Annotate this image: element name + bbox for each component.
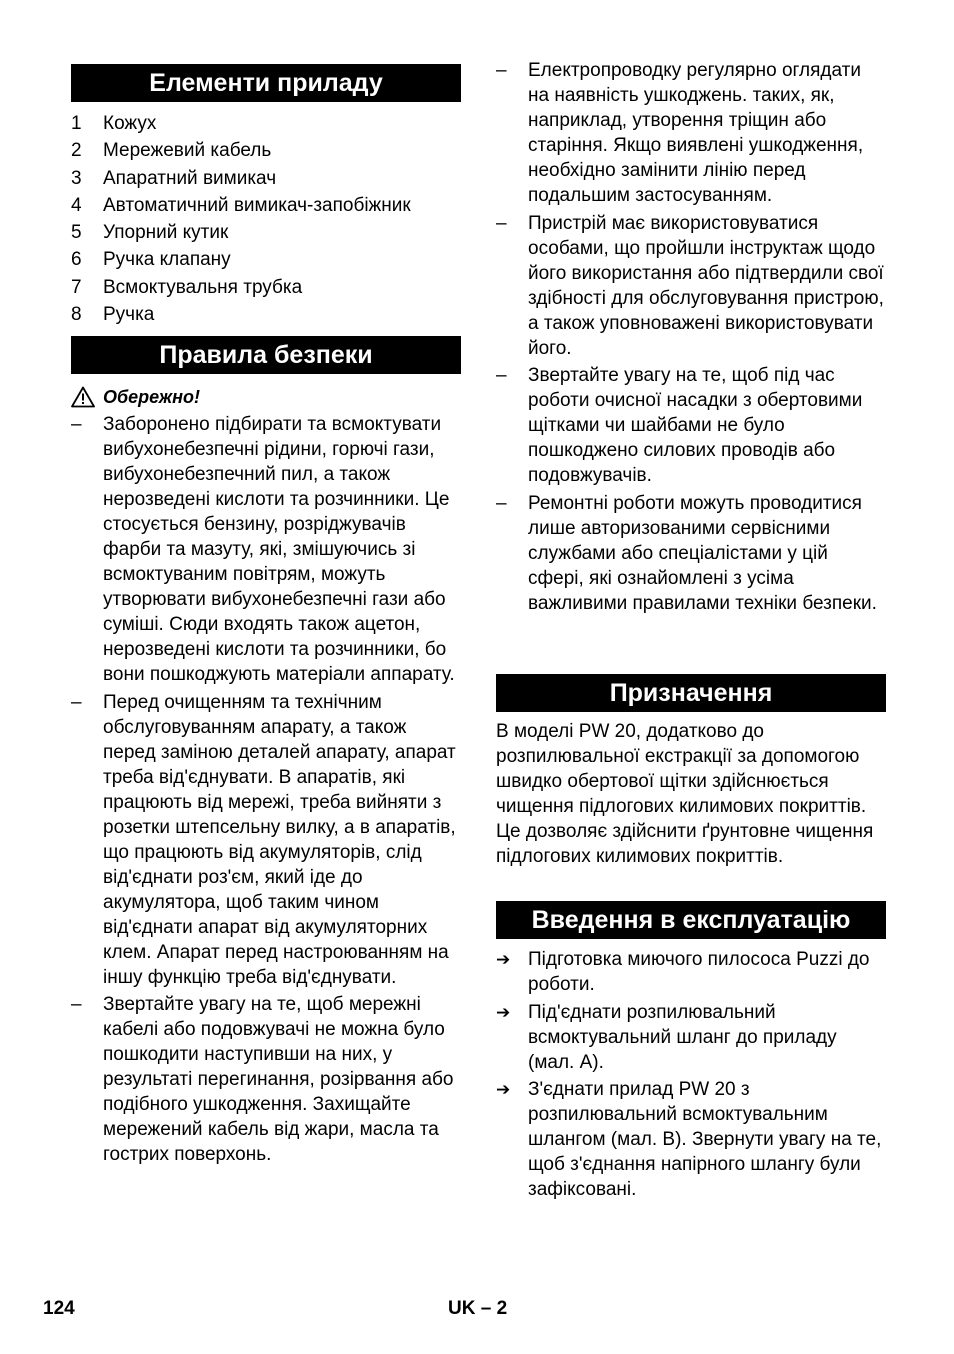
arrow-right-icon: ➔ [496, 950, 511, 969]
safety-rules-list-right [496, 58, 886, 616]
safety-left-block [71, 384, 461, 1170]
section-heading-safety: Правила безпеки [71, 336, 461, 374]
dash-marker: – [496, 60, 507, 81]
safety-rule-text: Звертайте увагу на те, щоб під час роботи очисної насадки з обертовими щітками чи шайбами не було пошкоджено силових проводів або подовжувачів. [528, 365, 863, 486]
list-item [71, 246, 461, 273]
dash-marker: – [496, 492, 507, 514]
item-label: Автоматичний вимикач-запобіжник [103, 194, 411, 216]
list-item [496, 1077, 886, 1202]
list-item [71, 301, 461, 328]
item-number: 8 [71, 304, 82, 326]
item-number: 4 [71, 194, 82, 216]
commissioning-block [496, 947, 886, 1205]
device-elements-list-block [71, 110, 461, 328]
step-text: З'єднати прилад PW 20 з розпилювальний всмоктувальним шлангом (мал. B). Звернути увагу на те, щоб з'єднання напірного шлангу були зафіксовані. [528, 1079, 882, 1200]
safety-rule-text: Ремонтні роботи можуть проводитися лише авторизованими сервісними службами або спеціалістами у цій сфері, які ознайомлені з усіма важливими правилами техніки безпеки. [528, 492, 877, 614]
list-item [71, 137, 461, 164]
step-text: Підготовка миючого пилососа Puzzi до роботи. [528, 949, 870, 995]
device-elements-list [71, 110, 461, 328]
section-heading-purpose: Призначення [496, 674, 886, 712]
dash-marker: – [496, 212, 507, 234]
dash-marker: – [71, 994, 82, 1015]
step-text: Під'єднати розпилювальний всмоктувальний шланг до приладу (мал. A). [528, 1001, 837, 1073]
dash-marker: – [71, 691, 82, 713]
section-code: UK – 2 [448, 1298, 508, 1319]
safety-rule-text: Електропроводку регулярно оглядати на наявність ушкоджень. таких, як, наприклад, утворення тріщин або старіння. Якщо виявлені ушкодження, необхідно замінити лінію перед подальшим застосуванням. [528, 60, 864, 206]
list-item [71, 690, 461, 990]
item-label: Ручка клапану [103, 249, 231, 271]
safety-rule-text: Пристрій має використовуватися особами, що пройшли інструктаж щодо його використання або підтвердили свої здібності для обслуговування пристрою, а також уповноважені використовувати його. [528, 212, 884, 359]
item-label: Всмоктувальня трубка [103, 276, 303, 298]
list-item [71, 992, 461, 1167]
list-item [71, 165, 461, 192]
item-label: Кожух [103, 113, 157, 134]
section-heading-device-elements: Елементи приладу [71, 64, 461, 102]
item-number: 1 [71, 113, 82, 134]
list-item [496, 1000, 886, 1075]
list-item [71, 412, 461, 687]
item-label: Упорний кутик [103, 222, 229, 244]
list-item [496, 947, 886, 997]
item-label: Мережевий кабель [103, 140, 272, 162]
item-label: Апаратний вимикач [103, 167, 277, 189]
item-number: 3 [71, 167, 82, 189]
safety-rule-text: Заборонено підбирати та всмоктувати вибухонебезпечні рідини, горючі гази, вибухонебезпечний пил, а також нерозведені кислоти та розчинники. Це стосується бензину, розріджувачів фарби та мазуту, які, змішуючись зі всмоктуваним повітрям, можуть утворювати вибухонебезпечні гази або суміші. Сюди входять також ацетон, нерозведені кислоти та розчинники, бо вони пошкоджують матеріали аппарату. [103, 414, 455, 685]
purpose-paragraph: В моделі PW 20, додатково до розпилювальної екстракції за допомогою швидко обертової щітки здійснюється чищення підлогових килимових покриттів. Це дозволяє здійснити ґрунтовне чищення підлогових килимових покриттів. [496, 721, 874, 867]
list-item [71, 219, 461, 246]
list-item [496, 58, 886, 208]
list-item [496, 491, 886, 616]
caution-line [71, 384, 461, 410]
section-heading-commissioning: Введення в експлуатацію [496, 901, 886, 939]
item-number: 7 [71, 276, 82, 298]
item-number: 6 [71, 249, 82, 271]
purpose-block [496, 719, 886, 869]
safety-rules-list-left [71, 412, 461, 1167]
list-item [71, 110, 461, 137]
page-number: 124 [43, 1298, 75, 1319]
dash-marker: – [496, 365, 507, 386]
item-number: 5 [71, 222, 82, 244]
arrow-right-icon: ➔ [496, 1002, 511, 1022]
safety-rule-text: Звертайте увагу на те, щоб мережні кабелі або подовжувачі не можна було пошкодити наступивши на них, у результаті перегинання, розірвання або подібного ушкодження. Захищайте мережений кабель від жари, масла та гострих поверхонь. [103, 994, 454, 1165]
item-number: 2 [71, 140, 82, 162]
dash-marker: – [71, 414, 82, 435]
item-label: Ручка [103, 304, 155, 326]
caution-label: Обережно! [103, 387, 201, 407]
safety-right-block [496, 58, 886, 618]
list-item [71, 274, 461, 301]
safety-rule-text: Перед очищенням та технічним обслуговуванням апарату, а також перед заміною деталей апарату, апарат треба від'єднувати. В апаратів, які працюють від мережі, треба вийняти з розетки штепсельну вилку, а в апаратів, що працюють від акумуляторів, слід від'єднати роз'єм, який іде до акумулятора, щоб таким чином від'єднати апарат від акумуляторних клем. Апарат перед настроюванням на іншу функцію треба від'єднувати. [103, 691, 456, 988]
arrow-right-icon: ➔ [496, 1080, 511, 1099]
list-item [71, 192, 461, 219]
commissioning-steps-list [496, 947, 886, 1202]
warning-triangle-icon [71, 386, 95, 408]
list-item [496, 211, 886, 361]
list-item [496, 363, 886, 488]
